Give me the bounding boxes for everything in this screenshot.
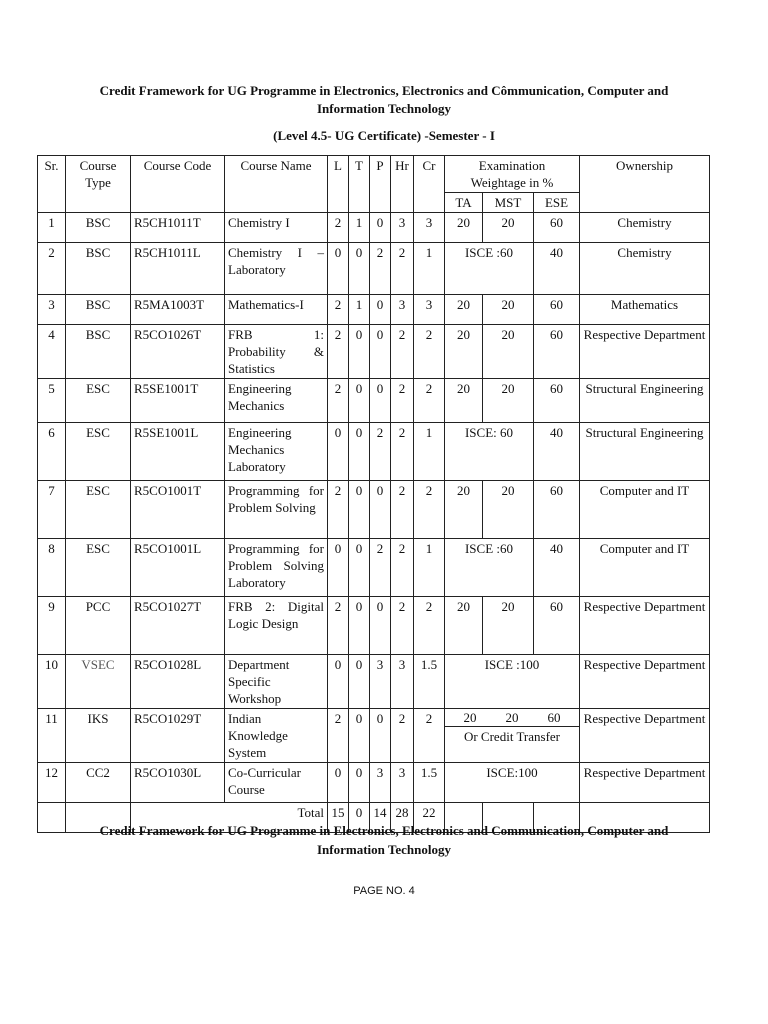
cell-isce: ISCE: 60 (445, 423, 534, 481)
total-t: 0 (349, 803, 370, 833)
cell-sr: 9 (38, 597, 66, 655)
cell-ownership: Mathematics (580, 295, 710, 325)
cell-ownership: Respective Department (580, 709, 710, 763)
cell-course-code: R5CO1027T (131, 597, 225, 655)
cell-ownership: Structural Engineering (580, 379, 710, 423)
cell-course-type: VSEC (66, 655, 131, 709)
table-row (38, 295, 710, 325)
col-course-code: Course Code (131, 156, 225, 213)
cell-t: 1 (349, 295, 370, 325)
cell-course-code: R5CH1011T (131, 213, 225, 243)
col-mst: MST (483, 193, 534, 213)
cell-ta: 20 (445, 481, 483, 539)
cell-sr: 11 (38, 709, 66, 763)
cell-course-code: R5CO1030L (131, 763, 225, 803)
cell-hr: 3 (391, 763, 414, 803)
cell-l: 2 (328, 481, 349, 539)
cell-l: 0 (328, 655, 349, 709)
cell-isce: ISCE :60 (445, 539, 534, 597)
cell-course-name: Programming for Problem Solving Laboratory (225, 539, 328, 597)
cell-sr: 12 (38, 763, 66, 803)
cell-cr: 3 (414, 213, 445, 243)
cell-course-code: R5SE1001T (131, 379, 225, 423)
cell-ta: 20 (445, 597, 483, 655)
cell-ownership: Respective Department (580, 597, 710, 655)
cell-course-code: R5SE1001L (131, 423, 225, 481)
cell-hr: 3 (391, 295, 414, 325)
cell-l: 0 (328, 539, 349, 597)
cell-ta: 20 (445, 325, 483, 379)
cell-ese: 60 (534, 379, 580, 423)
cell-ese: 60 (534, 325, 580, 379)
cell-cr: 2 (414, 481, 445, 539)
cell-ownership: Respective Department (580, 763, 710, 803)
cell-ownership: Computer and IT (580, 539, 710, 597)
cell-credit-transfer: Or Credit Transfer (445, 726, 579, 745)
cell-t: 0 (349, 481, 370, 539)
cell-p: 0 (370, 481, 391, 539)
footer-title-line2: Information Technology (317, 842, 451, 857)
total-label: Total (131, 803, 328, 833)
cell-sr: 8 (38, 539, 66, 597)
table-row (38, 763, 710, 803)
cell-mst: 20 (505, 710, 519, 725)
cell-course-type: BSC (66, 213, 131, 243)
cell-hr: 2 (391, 379, 414, 423)
cell-t: 1 (349, 213, 370, 243)
cell-course-type: BSC (66, 325, 131, 379)
cell-course-name: Chemistry I – Laboratory (225, 243, 328, 295)
cell-l: 0 (328, 763, 349, 803)
cell-ese: 60 (534, 295, 580, 325)
table-row (38, 481, 710, 539)
page-number: PAGE NO. 4 (353, 885, 415, 897)
cell-course-code: R5CO1028L (131, 655, 225, 709)
cell-t: 0 (349, 423, 370, 481)
cell-course-name: Mathematics-I (225, 295, 328, 325)
col-sr: Sr. (38, 156, 66, 213)
footer-title: Credit Framework for UG Programme in Electronics, Electronics and Communication, Computer and (99, 823, 669, 838)
cell-sr: 1 (38, 213, 66, 243)
cell-sr: 4 (38, 325, 66, 379)
cell-ownership: Structural Engineering (580, 423, 710, 481)
cell-course-type: CC2 (66, 763, 131, 803)
semester-subtitle: (Level 4.5- UG Certificate) -Semester - I (273, 128, 495, 143)
cell-p: 0 (370, 213, 391, 243)
credit-table (37, 155, 710, 833)
cell-p: 3 (370, 655, 391, 709)
cell-course-type: ESC (66, 481, 131, 539)
cell-ownership: Chemistry (580, 213, 710, 243)
cell-ese: 60 (534, 481, 580, 539)
cell-cr: 1.5 (414, 763, 445, 803)
cell-course-type: ESC (66, 423, 131, 481)
cell-ese: 40 (534, 243, 580, 295)
cell-course-name: Engineering Mechanics Laboratory (225, 423, 328, 481)
cell-sr: 6 (38, 423, 66, 481)
cell-sr: 2 (38, 243, 66, 295)
cell-cr: 3 (414, 295, 445, 325)
cell-l: 2 (328, 379, 349, 423)
total-hr: 28 (391, 803, 414, 833)
cell-p: 0 (370, 325, 391, 379)
cell-isce: ISCE:100 (445, 763, 580, 803)
cell-course-code: R5CO1029T (131, 709, 225, 763)
cell-mst: 20 (483, 379, 534, 423)
cell-course-code: R5CO1001L (131, 539, 225, 597)
cell-l: 2 (328, 213, 349, 243)
cell-p: 2 (370, 539, 391, 597)
cell-course-code: R5CH1011L (131, 243, 225, 295)
cell-cr: 1 (414, 539, 445, 597)
table-row (38, 655, 710, 709)
cell-p: 0 (370, 379, 391, 423)
cell-course-name: Engineering Mechanics (225, 379, 328, 423)
cell-ta: 20 (445, 295, 483, 325)
cell-l: 2 (328, 597, 349, 655)
cell-hr: 2 (391, 481, 414, 539)
cell-p: 0 (370, 597, 391, 655)
cell-ese: 40 (534, 423, 580, 481)
cell-cr: 2 (414, 379, 445, 423)
cell-l: 0 (328, 243, 349, 295)
cell-ownership: Computer and IT (580, 481, 710, 539)
cell-t: 0 (349, 539, 370, 597)
cell-course-name: Co-Curricular Course (225, 763, 328, 803)
cell-ownership: Chemistry (580, 243, 710, 295)
col-course-type: Course Type (66, 156, 131, 213)
cell-course-name: Programming for Problem Solving (225, 481, 328, 539)
cell-exam-combined (445, 709, 580, 763)
col-t: T (349, 156, 370, 213)
cell-ownership: Respective Department (580, 655, 710, 709)
cell-mst: 20 (483, 295, 534, 325)
col-ese: ESE (534, 193, 580, 213)
exam-weightage-split (445, 709, 579, 726)
col-l: L (328, 156, 349, 213)
col-hr: Hr (391, 156, 414, 213)
cell-course-type: ESC (66, 539, 131, 597)
header-row (38, 156, 710, 193)
cell-sr: 3 (38, 295, 66, 325)
col-p: P (370, 156, 391, 213)
table-row (38, 325, 710, 379)
cell-l: 2 (328, 295, 349, 325)
cell-ese: 40 (534, 539, 580, 597)
table-row (38, 379, 710, 423)
cell-sr: 10 (38, 655, 66, 709)
table-row (38, 213, 710, 243)
cell-course-type: PCC (66, 597, 131, 655)
cell-t: 0 (349, 325, 370, 379)
cell-hr: 2 (391, 539, 414, 597)
cell-course-name: Indian Knowledge System (225, 709, 328, 763)
cell-t: 0 (349, 243, 370, 295)
cell-p: 0 (370, 709, 391, 763)
cell-course-name: Department Specific Workshop (225, 655, 328, 709)
cell-ta: 20 (445, 213, 483, 243)
total-cr: 22 (414, 803, 445, 833)
cell-cr: 1 (414, 243, 445, 295)
table-row (38, 243, 710, 295)
col-ownership: Ownership (580, 156, 710, 213)
cell-course-name: FRB 1: Probability & Statistics (225, 325, 328, 379)
cell-ese: 60 (534, 213, 580, 243)
cell-sr: 7 (38, 481, 66, 539)
cell-course-type: IKS (66, 709, 131, 763)
cell-t: 0 (349, 763, 370, 803)
cell-sr: 5 (38, 379, 66, 423)
cell-t: 0 (349, 379, 370, 423)
cell-t: 0 (349, 709, 370, 763)
cell-course-name: FRB 2: Digital Logic Design (225, 597, 328, 655)
cell-cr: 2 (414, 709, 445, 763)
cell-hr: 2 (391, 597, 414, 655)
cell-hr: 2 (391, 709, 414, 763)
total-l: 15 (328, 803, 349, 833)
table-row (38, 709, 710, 763)
cell-hr: 3 (391, 655, 414, 709)
cell-ese: 60 (534, 597, 580, 655)
cell-p: 0 (370, 295, 391, 325)
cell-l: 2 (328, 325, 349, 379)
cell-l: 2 (328, 709, 349, 763)
cell-ese: 60 (547, 710, 561, 725)
cell-hr: 2 (391, 325, 414, 379)
col-examination: Examination Weightage in % (445, 156, 580, 193)
cell-isce: ISCE :60 (445, 243, 534, 295)
cell-p: 2 (370, 423, 391, 481)
cell-course-name: Chemistry I (225, 213, 328, 243)
cell-ta: 20 (445, 379, 483, 423)
cell-hr: 2 (391, 423, 414, 481)
cell-course-type: ESC (66, 379, 131, 423)
cell-p: 2 (370, 243, 391, 295)
cell-course-code: R5CO1001T (131, 481, 225, 539)
cell-cr: 1 (414, 423, 445, 481)
cell-t: 0 (349, 655, 370, 709)
col-course-name: Course Name (225, 156, 328, 213)
cell-mst: 20 (483, 213, 534, 243)
cell-isce: ISCE :100 (445, 655, 580, 709)
cell-mst: 20 (483, 325, 534, 379)
table-row (38, 597, 710, 655)
cell-course-type: BSC (66, 243, 131, 295)
cell-course-code: R5MA1003T (131, 295, 225, 325)
cell-cr: 2 (414, 325, 445, 379)
table-row (38, 423, 710, 481)
cell-ta: 20 (463, 710, 477, 725)
document-title: Credit Framework for UG Programme in Electronics, Electronics and Cômmunication, Computer and (99, 83, 669, 98)
cell-l: 0 (328, 423, 349, 481)
document-title-line2: Information Technology (317, 101, 451, 116)
cell-hr: 2 (391, 243, 414, 295)
cell-cr: 1.5 (414, 655, 445, 709)
cell-t: 0 (349, 597, 370, 655)
cell-course-code: R5CO1026T (131, 325, 225, 379)
cell-cr: 2 (414, 597, 445, 655)
total-p: 14 (370, 803, 391, 833)
cell-p: 3 (370, 763, 391, 803)
cell-hr: 3 (391, 213, 414, 243)
cell-ownership: Respective Department (580, 325, 710, 379)
cell-course-type: BSC (66, 295, 131, 325)
cell-mst: 20 (483, 597, 534, 655)
cell-mst: 20 (483, 481, 534, 539)
col-ta: TA (445, 193, 483, 213)
col-cr: Cr (414, 156, 445, 213)
table-row (38, 539, 710, 597)
